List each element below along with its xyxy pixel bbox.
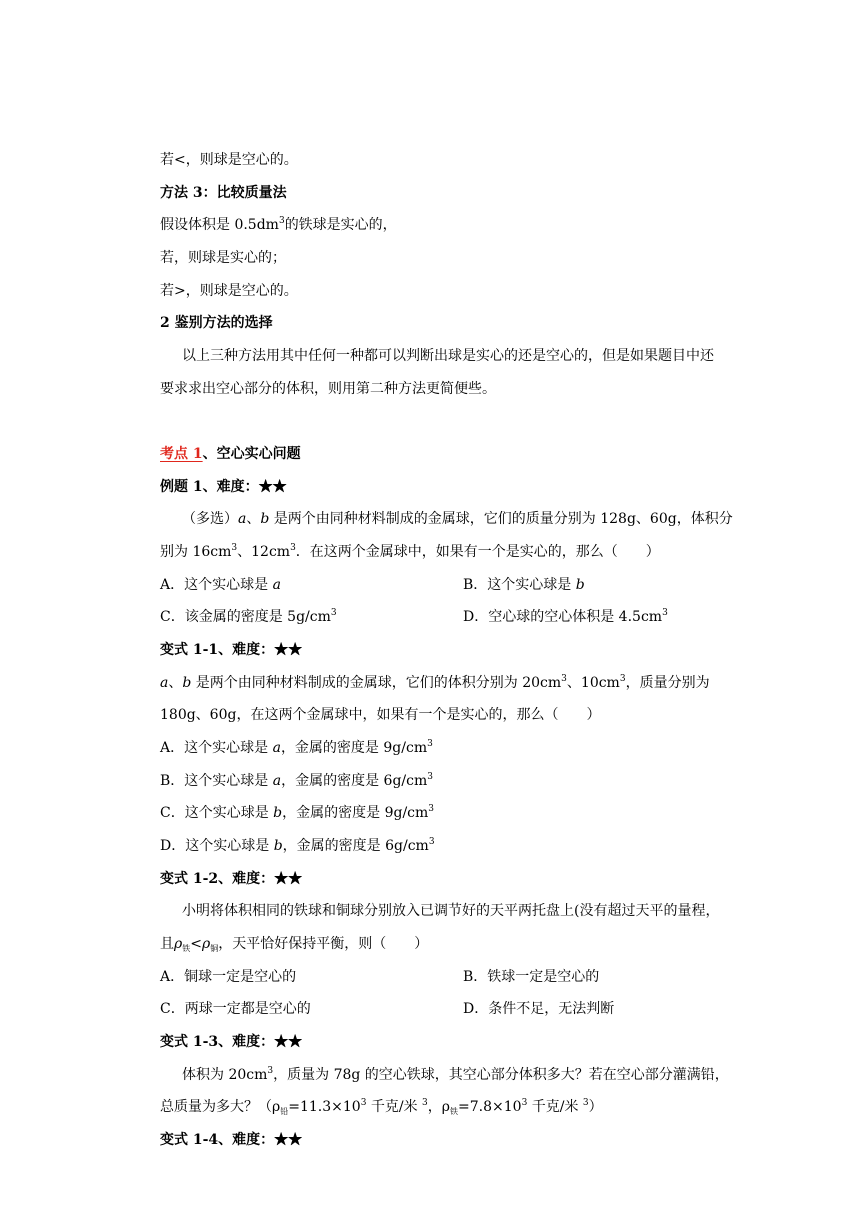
question-line: 总质量为多大？（$\rho_铅=11.3\times 10^3$ 千克/米 $^3$，$\rho_铁=7.8\times 10^3$ 千克/米 $^3$） [160, 1098, 603, 1116]
option-c: C．该金属的密度是 $5g/cm^3$ [160, 608, 337, 625]
method-3-heading: 方法 3：比较质量法 [160, 185, 287, 201]
option-a: A．这个实心球是 a [160, 577, 281, 593]
question-line: 体积为 $20cm^3$，质量为 78g 的空心铁球，其空心部分体积多大？若在空心部分灌满铅， [182, 1066, 729, 1083]
section-2-heading: 2 鉴别方法的选择 [160, 315, 273, 331]
question-line: 且$\rho_铁<\rho_铜$，天平恰好保持平衡，则（ ） [160, 936, 429, 953]
option-row [160, 607, 720, 627]
paragraph-line: 要求求出空心部分的体积，则用第二种方法更简便些。 [160, 381, 496, 397]
option-a: A．这个实心球是 a，金属的密度是 $9g/cm^3$ [160, 739, 433, 756]
text-line: 假设体积是 $0.5dm^3$的铁球是实心的， [160, 216, 397, 233]
option-b: B．铁球一定是空心的 [463, 969, 600, 985]
option-b: B．这个实心球是 b [463, 577, 585, 593]
question-line: （多选）a、b 是两个由同种材料制成的金属球，它们的质量分别为 128g、60g，体积分 [182, 511, 733, 527]
option-d: D．条件不足，无法判断 [463, 1001, 615, 1017]
question-line: a、b 是两个由同种材料制成的金属球，它们的体积分别为 $20cm^3$、$10cm^3$，质量分别为 [160, 674, 710, 691]
option-row [160, 999, 720, 1019]
paragraph-line: 以上三种方法用其中任何一种都可以判断出球是实心的还是空心的，但是如果题目中还 [182, 348, 714, 364]
option-d: D．空心球的空心体积是 $4.5cm^3$ [463, 608, 668, 625]
option-d: D．这个实心球是 b，金属的密度是 $6g/cm^3$ [160, 837, 435, 854]
variant-1-2-title: 变式 1-2、难度：★★ [160, 871, 303, 887]
variant-1-4-title: 变式 1-4、难度：★★ [160, 1132, 303, 1148]
text-line: 若<，则球是空心的。 [160, 152, 298, 168]
question-line: 180g、60g，在这两个金属球中，如果有一个是实心的，那么（ ） [160, 707, 601, 723]
option-b: B．这个实心球是 a，金属的密度是 $6g/cm^3$ [160, 772, 433, 789]
text-line: 若>，则球是空心的。 [160, 283, 298, 299]
option-c: C．这个实心球是 b，金属的密度是 $9g/cm^3$ [160, 804, 435, 821]
option-c: C．两球一定都是空心的 [160, 1001, 311, 1017]
option-row [160, 967, 720, 987]
text-line: 若，则球是实心的； [160, 250, 286, 266]
question-line: 小明将体积相同的铁球和铜球分别放入已调节好的天平两托盘上(没有超过天平的量程， [182, 903, 720, 919]
kaodian-heading: 考点 1、空心实心问题 [160, 446, 301, 462]
variant-1-3-title: 变式 1-3、难度：★★ [160, 1034, 303, 1050]
variant-1-1-title: 变式 1-1、难度：★★ [160, 642, 303, 658]
option-row [160, 575, 720, 595]
example-1-title: 例题 1、难度：★★ [160, 479, 287, 495]
question-line: 别为 $16cm^3$、$12cm^3$．在这两个金属球中，如果有一个是实心的，那么（ ） [160, 543, 660, 560]
option-a: A．铜球一定是空心的 [160, 969, 297, 985]
